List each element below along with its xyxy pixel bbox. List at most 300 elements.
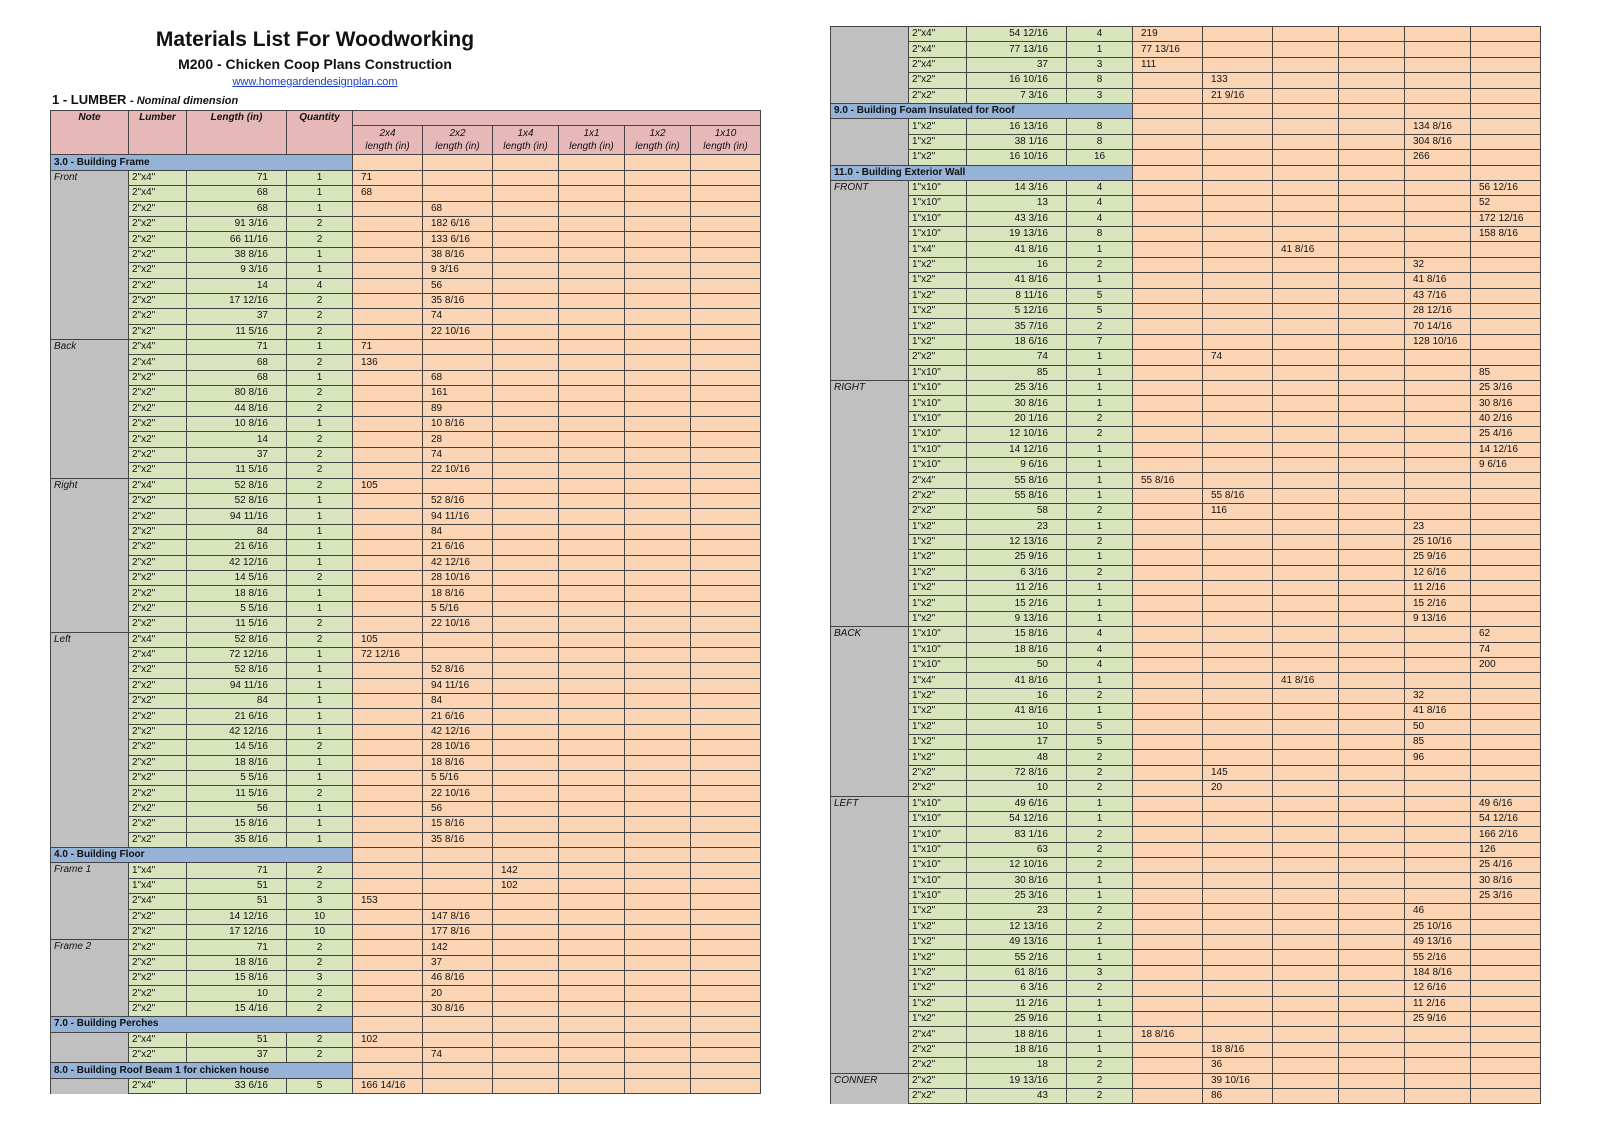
value-cell	[559, 801, 625, 816]
quantity-cell: 2	[1067, 1073, 1133, 1088]
value-cell	[1273, 596, 1339, 611]
value-cell	[1203, 411, 1273, 426]
table-row	[51, 340, 761, 355]
note-cell: Right	[51, 478, 129, 493]
value-cell	[559, 263, 625, 278]
note-cell	[51, 586, 129, 601]
length-cell: 38 8/16	[187, 247, 287, 262]
table-row	[51, 201, 761, 216]
table-row	[51, 432, 761, 447]
value-cell	[353, 309, 423, 324]
note-cell	[831, 565, 909, 580]
value-cell	[559, 909, 625, 924]
value-cell	[1133, 565, 1203, 580]
value-cell	[691, 170, 761, 185]
value-cell: 22 10/16	[423, 463, 493, 478]
col-size-1x10	[691, 126, 761, 155]
value-cell	[691, 340, 761, 355]
col-size-group	[353, 111, 761, 126]
table-row	[51, 601, 761, 616]
lumber-cell: 2"x4"	[129, 170, 187, 185]
value-cell	[1273, 211, 1339, 226]
value-cell: 18 8/16	[423, 755, 493, 770]
value-cell	[353, 955, 423, 970]
length-cell: 74	[967, 350, 1067, 365]
note-cell	[51, 1078, 129, 1093]
value-cell	[1273, 134, 1339, 149]
section-label: 4.0 - Building Floor	[51, 847, 353, 862]
table-row	[51, 1032, 761, 1047]
value-cell	[559, 540, 625, 555]
lumber-cell: 2"x2"	[909, 1088, 967, 1103]
quantity-cell: 1	[1067, 519, 1133, 534]
length-cell: 52 8/16	[187, 632, 287, 647]
value-cell	[493, 1032, 559, 1047]
value-cell	[559, 155, 625, 170]
value-cell	[1273, 719, 1339, 734]
value-cell	[1339, 473, 1405, 488]
value-cell	[625, 924, 691, 939]
value-cell	[691, 940, 761, 955]
value-cell	[691, 986, 761, 1001]
value-cell	[1471, 719, 1541, 734]
value-cell: 32	[1405, 688, 1471, 703]
value-cell	[1203, 627, 1273, 642]
quantity-cell: 2	[1067, 1058, 1133, 1073]
note-cell	[831, 73, 909, 88]
table-row	[831, 996, 1541, 1011]
value-cell	[423, 632, 493, 647]
lumber-cell: 2"x4"	[129, 340, 187, 355]
value-cell	[559, 1017, 625, 1032]
value-cell: 102	[353, 1032, 423, 1047]
value-cell	[1339, 288, 1405, 303]
value-cell	[625, 309, 691, 324]
length-cell: 94 11/16	[187, 678, 287, 693]
value-cell	[625, 847, 691, 862]
value-cell	[1471, 935, 1541, 950]
quantity-cell: 1	[287, 755, 353, 770]
value-cell	[691, 509, 761, 524]
value-cell	[1339, 150, 1405, 165]
value-cell	[625, 724, 691, 739]
value-cell	[1339, 1088, 1405, 1103]
value-cell	[493, 924, 559, 939]
value-cell	[1203, 704, 1273, 719]
value-cell	[1405, 227, 1471, 242]
note-cell	[831, 904, 909, 919]
length-cell: 20 1/16	[967, 411, 1067, 426]
quantity-cell: 5	[1067, 719, 1133, 734]
table-row	[831, 27, 1541, 42]
lumber-cell: 2"x2"	[909, 88, 967, 103]
length-cell: 91 3/16	[187, 216, 287, 231]
value-cell	[559, 924, 625, 939]
lumber-cell: 2"x2"	[129, 786, 187, 801]
value-cell: 74	[423, 1048, 493, 1063]
table-row	[51, 570, 761, 585]
length-cell: 11 5/16	[187, 463, 287, 478]
value-cell	[493, 601, 559, 616]
note-cell	[51, 216, 129, 231]
value-cell	[1133, 304, 1203, 319]
value-cell	[1273, 119, 1339, 134]
value-cell	[493, 632, 559, 647]
quantity-cell: 2	[1067, 858, 1133, 873]
section-title-text: 1 - LUMBER	[52, 92, 127, 107]
value-cell	[1339, 119, 1405, 134]
note-cell	[51, 771, 129, 786]
quantity-cell: 2	[287, 447, 353, 462]
value-cell	[1273, 396, 1339, 411]
value-cell	[691, 847, 761, 862]
value-cell: 68	[423, 201, 493, 216]
length-cell: 55 8/16	[967, 488, 1067, 503]
lumber-cell: 2"x2"	[909, 73, 967, 88]
note-cell: BACK	[831, 627, 909, 642]
value-cell	[1273, 965, 1339, 980]
table-row	[51, 755, 761, 770]
table-row	[831, 57, 1541, 72]
value-cell	[1273, 550, 1339, 565]
table-row	[831, 257, 1541, 272]
size-unit: length (in)	[503, 141, 548, 153]
value-cell	[1339, 811, 1405, 826]
quantity-cell: 2	[287, 786, 353, 801]
table-row	[831, 719, 1541, 734]
quantity-cell: 2	[287, 401, 353, 416]
lumber-cell: 1"x2"	[909, 704, 967, 719]
value-cell	[1133, 842, 1203, 857]
value-cell	[1339, 704, 1405, 719]
value-cell: 52 8/16	[423, 663, 493, 678]
note-cell	[831, 504, 909, 519]
table-row	[51, 924, 761, 939]
table-row	[51, 724, 761, 739]
lumber-cell: 1"x2"	[909, 150, 967, 165]
length-cell: 11 5/16	[187, 324, 287, 339]
value-cell	[1203, 288, 1273, 303]
value-cell	[1133, 396, 1203, 411]
quantity-cell: 1	[1067, 380, 1133, 395]
value-cell	[1133, 950, 1203, 965]
value-cell	[493, 786, 559, 801]
table-row	[51, 694, 761, 709]
value-cell: 11 2/16	[1405, 581, 1471, 596]
quantity-cell: 1	[287, 509, 353, 524]
value-cell	[1273, 627, 1339, 642]
value-cell	[493, 278, 559, 293]
value-cell	[1203, 519, 1273, 534]
value-cell: 74	[1471, 642, 1541, 657]
value-cell	[691, 263, 761, 278]
value-cell	[353, 447, 423, 462]
value-cell	[1133, 350, 1203, 365]
note-cell	[51, 894, 129, 909]
value-cell	[1471, 103, 1541, 118]
table-row	[51, 540, 761, 555]
lumber-cell: 2"x4"	[909, 27, 967, 42]
lumber-cell: 1"x10"	[909, 827, 967, 842]
note-cell	[831, 935, 909, 950]
table-row	[831, 965, 1541, 980]
lumber-cell: 2"x2"	[129, 832, 187, 847]
table-row	[51, 801, 761, 816]
table-row	[831, 242, 1541, 257]
note-cell	[831, 119, 909, 134]
value-cell	[1405, 103, 1471, 118]
table-row	[51, 170, 761, 185]
length-cell: 80 8/16	[187, 386, 287, 401]
value-cell	[1273, 1042, 1339, 1057]
value-cell: 71	[353, 340, 423, 355]
value-cell: 18 8/16	[1203, 1042, 1273, 1057]
value-cell	[1339, 935, 1405, 950]
value-cell	[559, 278, 625, 293]
quantity-cell: 2	[1067, 827, 1133, 842]
table-row	[831, 350, 1541, 365]
quantity-cell: 3	[1067, 57, 1133, 72]
value-cell	[1405, 504, 1471, 519]
value-cell	[1133, 704, 1203, 719]
lumber-cell: 2"x2"	[129, 755, 187, 770]
value-cell	[353, 832, 423, 847]
value-cell	[1471, 488, 1541, 503]
table-row	[831, 611, 1541, 626]
value-cell	[1405, 873, 1471, 888]
value-cell	[353, 293, 423, 308]
value-cell	[493, 432, 559, 447]
value-cell	[1203, 396, 1273, 411]
value-cell	[1273, 796, 1339, 811]
quantity-cell: 1	[287, 555, 353, 570]
value-cell	[625, 155, 691, 170]
value-cell	[625, 540, 691, 555]
lumber-cell: 2"x2"	[129, 201, 187, 216]
value-cell	[423, 1078, 493, 1093]
value-cell	[691, 186, 761, 201]
note-cell	[831, 550, 909, 565]
value-cell: 68	[353, 186, 423, 201]
value-cell	[353, 709, 423, 724]
value-cell	[1339, 88, 1405, 103]
quantity-cell: 2	[1067, 919, 1133, 934]
value-cell: 49 13/16	[1405, 935, 1471, 950]
value-cell	[691, 1063, 761, 1078]
note-cell	[51, 801, 129, 816]
note-cell	[51, 724, 129, 739]
table-row	[831, 627, 1541, 642]
value-cell	[1133, 888, 1203, 903]
value-cell	[1273, 1073, 1339, 1088]
quantity-cell: 5	[287, 1078, 353, 1093]
lumber-cell: 2"x2"	[129, 601, 187, 616]
quantity-cell: 1	[287, 201, 353, 216]
note-cell	[831, 196, 909, 211]
quantity-cell: 1	[1067, 950, 1133, 965]
note-cell: Front	[51, 170, 129, 185]
value-cell	[1339, 488, 1405, 503]
value-cell: 9 13/16	[1405, 611, 1471, 626]
lumber-cell: 1"x10"	[909, 796, 967, 811]
note-cell: Back	[51, 340, 129, 355]
value-cell	[353, 878, 423, 893]
note-cell	[831, 457, 909, 472]
length-cell: 56	[187, 801, 287, 816]
value-cell	[1339, 227, 1405, 242]
note-cell	[831, 965, 909, 980]
value-cell	[1339, 888, 1405, 903]
quantity-cell: 2	[1067, 257, 1133, 272]
table-row	[831, 1042, 1541, 1057]
length-cell: 84	[187, 524, 287, 539]
quantity-cell: 4	[1067, 27, 1133, 42]
value-cell	[559, 370, 625, 385]
value-cell	[1273, 827, 1339, 842]
length-cell: 14 12/16	[187, 909, 287, 924]
value-cell	[1471, 1058, 1541, 1073]
value-cell	[1133, 380, 1203, 395]
value-cell	[691, 786, 761, 801]
value-cell	[559, 617, 625, 632]
table-row	[51, 186, 761, 201]
value-cell	[559, 724, 625, 739]
value-cell	[1203, 581, 1273, 596]
note-cell: Frame 2	[51, 940, 129, 955]
note-cell	[831, 42, 909, 57]
value-cell	[1273, 688, 1339, 703]
value-cell	[1203, 427, 1273, 442]
value-cell	[1405, 1073, 1471, 1088]
length-cell: 66 11/16	[187, 232, 287, 247]
table-row	[51, 555, 761, 570]
lumber-cell: 1"x10"	[909, 658, 967, 673]
value-cell	[1339, 996, 1405, 1011]
value-cell: 142	[423, 940, 493, 955]
table-row	[51, 447, 761, 462]
value-cell	[353, 601, 423, 616]
lumber-cell: 2"x2"	[909, 1058, 967, 1073]
value-cell	[1133, 796, 1203, 811]
website-link[interactable]: www.homegardendesignplan.com	[232, 76, 398, 88]
value-cell: 111	[1133, 57, 1203, 72]
length-cell: 37	[187, 1048, 287, 1063]
lumber-cell: 1"x2"	[909, 734, 967, 749]
length-cell: 18 8/16	[967, 1042, 1067, 1057]
note-cell	[831, 919, 909, 934]
value-cell: 70 14/16	[1405, 319, 1471, 334]
value-cell	[559, 771, 625, 786]
length-cell: 11 2/16	[967, 996, 1067, 1011]
quantity-cell: 2	[287, 309, 353, 324]
value-cell	[625, 570, 691, 585]
value-cell	[1339, 750, 1405, 765]
document-subtitle: M200 - Chicken Coop Plans Construction	[178, 56, 452, 72]
value-cell	[1203, 719, 1273, 734]
note-cell: RIGHT	[831, 380, 909, 395]
value-cell: 62	[1471, 627, 1541, 642]
value-cell: 35 8/16	[423, 832, 493, 847]
length-cell: 54 12/16	[967, 811, 1067, 826]
value-cell: 84	[423, 694, 493, 709]
length-cell: 23	[967, 904, 1067, 919]
size-label: 2x4	[379, 128, 396, 140]
value-cell	[559, 694, 625, 709]
value-cell	[691, 617, 761, 632]
value-cell	[625, 463, 691, 478]
value-cell	[493, 1078, 559, 1093]
note-cell	[51, 755, 129, 770]
value-cell	[1471, 334, 1541, 349]
value-cell	[625, 601, 691, 616]
table-row	[51, 678, 761, 693]
value-cell	[559, 832, 625, 847]
value-cell	[493, 355, 559, 370]
value-cell	[353, 771, 423, 786]
value-cell	[559, 232, 625, 247]
length-cell: 5 5/16	[187, 771, 287, 786]
table-row	[831, 134, 1541, 149]
value-cell	[625, 324, 691, 339]
value-cell	[559, 986, 625, 1001]
note-cell	[831, 811, 909, 826]
value-cell	[625, 386, 691, 401]
value-cell	[1339, 380, 1405, 395]
table-row	[831, 427, 1541, 442]
value-cell	[559, 247, 625, 262]
value-cell	[1133, 534, 1203, 549]
length-cell: 52 8/16	[187, 493, 287, 508]
value-cell	[1339, 273, 1405, 288]
quantity-cell: 1	[287, 817, 353, 832]
value-cell	[1471, 273, 1541, 288]
lumber-cell: 2"x2"	[909, 504, 967, 519]
length-cell: 18 8/16	[187, 955, 287, 970]
value-cell	[1133, 457, 1203, 472]
value-cell	[625, 832, 691, 847]
table-row	[51, 524, 761, 539]
value-cell	[1471, 950, 1541, 965]
table-row	[51, 386, 761, 401]
value-cell	[559, 186, 625, 201]
quantity-cell: 2	[287, 386, 353, 401]
value-cell	[493, 370, 559, 385]
length-cell: 42 12/16	[187, 555, 287, 570]
value-cell	[1405, 673, 1471, 688]
lumber-cell: 2"x2"	[129, 771, 187, 786]
value-cell	[1203, 196, 1273, 211]
quantity-cell: 1	[1067, 873, 1133, 888]
lumber-cell: 2"x2"	[129, 924, 187, 939]
lumber-cell: 1"x10"	[909, 180, 967, 195]
table-row	[831, 150, 1541, 165]
lumber-cell: 2"x2"	[129, 740, 187, 755]
quantity-cell: 2	[287, 632, 353, 647]
value-cell	[559, 478, 625, 493]
length-cell: 61 8/16	[967, 965, 1067, 980]
value-cell	[1203, 473, 1273, 488]
quantity-cell: 1	[1067, 457, 1133, 472]
value-cell	[1339, 1042, 1405, 1057]
length-cell: 6 3/16	[967, 565, 1067, 580]
note-cell	[51, 1032, 129, 1047]
table-row	[51, 986, 761, 1001]
value-cell	[625, 740, 691, 755]
lumber-cell: 1"x2"	[909, 288, 967, 303]
value-cell	[423, 1032, 493, 1047]
lumber-cell: 2"x2"	[129, 417, 187, 432]
table-row	[831, 365, 1541, 380]
